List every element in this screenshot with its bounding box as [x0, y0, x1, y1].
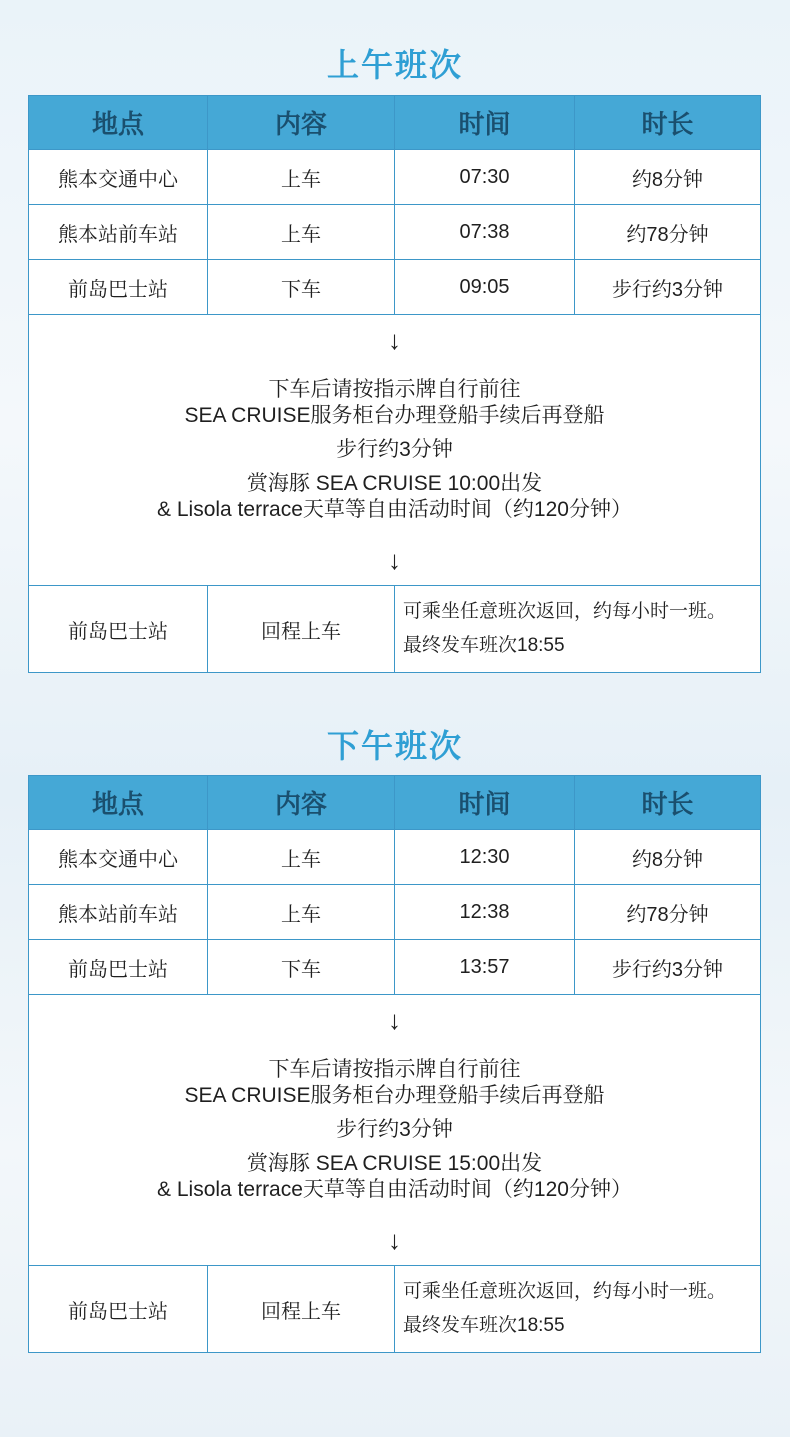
note-row: [29, 315, 761, 586]
cell-place: 前岛巴士站: [29, 586, 208, 673]
note-line: & Lisola terrace天草等自由活动时间（约120分钟）: [157, 498, 632, 521]
down-arrow-icon: ↓: [388, 545, 401, 575]
note-line: 下车后请按指示牌自行前往: [268, 378, 521, 401]
cell-duration: 步行约3分钟: [575, 260, 761, 315]
morning-section-title: 上午班次: [326, 47, 463, 83]
cell-content: 下车: [208, 260, 395, 315]
cell-duration: 约78分钟: [575, 205, 761, 260]
cell-place: 前岛巴士站: [29, 940, 208, 995]
table-row: [29, 150, 761, 205]
header-content: 内容: [208, 776, 395, 830]
cell-content: 下车: [208, 940, 395, 995]
cell-duration: 约78分钟: [575, 885, 761, 940]
return-row: [29, 1266, 761, 1353]
return-description: [395, 1266, 761, 1353]
header-time: 时间: [395, 776, 575, 830]
cell-time: 12:38: [395, 885, 575, 940]
afternoon-section-title: 下午班次: [326, 728, 463, 764]
cell-place: 熊本交通中心: [29, 150, 208, 205]
cell-time: 09:05: [395, 260, 575, 315]
table-row: [29, 830, 761, 885]
itinerary-note: [29, 315, 761, 586]
table-row: [29, 940, 761, 995]
note-line: 步行约3分钟: [336, 438, 453, 461]
header-place: 地点: [29, 96, 208, 150]
return-description: [395, 586, 761, 673]
note-line: 赏海豚 SEA CRUISE 10:00出发: [246, 472, 543, 495]
note-line: 步行约3分钟: [336, 1118, 453, 1141]
cell-time: 12:30: [395, 830, 575, 885]
cell-content: 上车: [208, 150, 395, 205]
note-line: & Lisola terrace天草等自由活动时间（约120分钟）: [157, 1178, 632, 1201]
return-desc-line: 最终发车班次18:55: [403, 1315, 565, 1336]
cell-place: 熊本交通中心: [29, 830, 208, 885]
cell-content: 上车: [208, 830, 395, 885]
header-time: 时间: [395, 96, 575, 150]
down-arrow-icon: ↓: [388, 1005, 401, 1035]
cell-place: 前岛巴士站: [29, 260, 208, 315]
cell-place: 熊本站前车站: [29, 205, 208, 260]
cell-duration: 约8分钟: [575, 830, 761, 885]
table-header-row: [29, 96, 761, 150]
morning-schedule-table: [28, 95, 761, 673]
cell-time: 07:30: [395, 150, 575, 205]
return-desc-line: 最终发车班次18:55: [403, 635, 565, 656]
note-line: SEA CRUISE服务柜台办理登船手续后再登船: [184, 404, 605, 427]
cell-place: 前岛巴士站: [29, 1266, 208, 1353]
itinerary-note: [29, 995, 761, 1266]
header-content: 内容: [208, 96, 395, 150]
table-header-row: [29, 776, 761, 830]
note-line: SEA CRUISE服务柜台办理登船手续后再登船: [184, 1084, 605, 1107]
table-row: [29, 260, 761, 315]
cell-duration: 约8分钟: [575, 150, 761, 205]
return-desc-line: 可乘坐任意班次返回，约每小时一班。: [403, 601, 727, 622]
note-row: [29, 995, 761, 1266]
down-arrow-icon: ↓: [388, 325, 401, 355]
cell-place: 熊本站前车站: [29, 885, 208, 940]
afternoon-schedule-table: [28, 775, 761, 1353]
header-duration: 时长: [575, 776, 761, 830]
return-desc-line: 可乘坐任意班次返回，约每小时一班。: [403, 1281, 727, 1302]
cell-duration: 步行约3分钟: [575, 940, 761, 995]
down-arrow-icon: ↓: [388, 1225, 401, 1255]
cell-content: 回程上车: [208, 1266, 395, 1353]
return-row: [29, 586, 761, 673]
cell-content: 上车: [208, 885, 395, 940]
table-row: [29, 205, 761, 260]
note-line: 下车后请按指示牌自行前往: [268, 1058, 521, 1081]
header-place: 地点: [29, 776, 208, 830]
note-line: 赏海豚 SEA CRUISE 15:00出发: [246, 1152, 543, 1175]
cell-content: 回程上车: [208, 586, 395, 673]
cell-time: 07:38: [395, 205, 575, 260]
cell-time: 13:57: [395, 940, 575, 995]
cell-content: 上车: [208, 205, 395, 260]
table-row: [29, 885, 761, 940]
header-duration: 时长: [575, 96, 761, 150]
